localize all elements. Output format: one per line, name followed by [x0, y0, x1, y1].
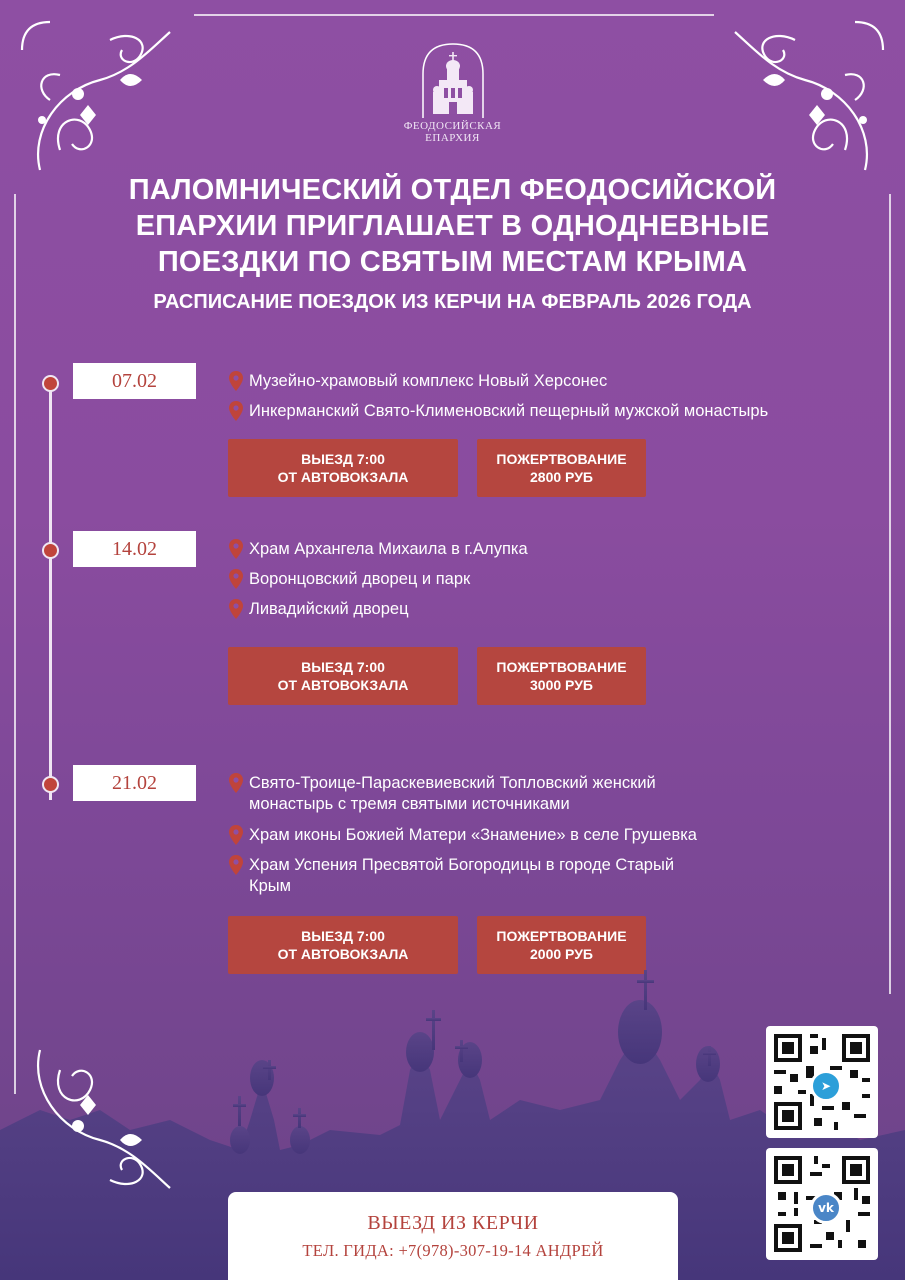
vk-icon: vk — [810, 1192, 842, 1224]
trip-date: 14.02 — [73, 531, 196, 567]
title-line-3: ПОЕЗДКИ ПО СВЯТЫМ МЕСТАМ КРЫМА — [157, 246, 748, 278]
donation-amount: 3000 РУБ — [530, 677, 593, 693]
title-line-2: ЕПАРХИИ ПРИГЛАШАЕТ В ОДНОДНЕВНЫЕ — [135, 210, 770, 242]
place-item — [229, 825, 849, 846]
donation-amount: 2800 РУБ — [530, 469, 593, 485]
location-pin-icon — [229, 371, 243, 391]
departure-place: ОТ АВТОВОКЗАЛА — [277, 469, 409, 485]
page-title — [60, 172, 845, 280]
trip-date: 21.02 — [73, 765, 196, 801]
departure-badge — [228, 439, 458, 497]
place-item — [229, 599, 849, 620]
page-subtitle: РАСПИСАНИЕ ПОЕЗДОК ИЗ КЕРЧИ НА ФЕВРАЛЬ 2026 ГОДА — [153, 291, 752, 313]
eparchy-logo — [400, 40, 505, 150]
logo-text-line1: ФЕОДОСИЙСКАЯ — [403, 120, 502, 132]
footer-title: ВЫЕЗД ИЗ КЕРЧИ — [367, 1212, 539, 1234]
place-item — [229, 401, 849, 422]
place-label: Воронцовский дворец и парк — [249, 570, 471, 588]
donation-badge — [477, 439, 646, 497]
place-label: Музейно-храмовый комплекс Новый Херсонес — [249, 372, 608, 390]
donation-label: ПОЖЕРТВОВАНИЕ — [496, 928, 627, 944]
ornament-corner-top-left — [20, 20, 180, 190]
footer-card — [228, 1192, 678, 1280]
location-pin-icon — [229, 569, 243, 589]
place-item — [229, 539, 849, 560]
place-item — [229, 569, 849, 590]
qr-code-telegram[interactable] — [766, 1026, 878, 1138]
departure-time: ВЫЕЗД 7:00 — [301, 659, 385, 675]
ornament-corner-top-right — [725, 20, 885, 190]
timeline-dot — [42, 375, 59, 392]
logo-text-line2: ЕПАРХИЯ — [425, 132, 480, 144]
donation-amount: 2000 РУБ — [530, 946, 593, 962]
departure-time: ВЫЕЗД 7:00 — [301, 451, 385, 467]
qr-code-vk[interactable] — [766, 1148, 878, 1260]
location-pin-icon — [229, 401, 243, 421]
location-pin-icon — [229, 773, 243, 793]
place-item — [229, 371, 849, 392]
timeline-dot — [42, 776, 59, 793]
place-label: Свято-Троице-Параскевиевский Топловский женский монастырь с тремя святыми источниками — [249, 774, 656, 813]
departure-place: ОТ АВТОВОКЗАЛА — [277, 677, 409, 693]
telegram-icon: ➤ — [810, 1070, 842, 1102]
place-label: Ливадийский дворец — [249, 600, 409, 618]
ornament-corner-bottom-left — [20, 1030, 180, 1200]
donation-label: ПОЖЕРТВОВАНИЕ — [496, 451, 627, 467]
cathedral-icon — [417, 40, 489, 120]
location-pin-icon — [229, 855, 243, 875]
title-line-1: ПАЛОМНИЧЕСКИЙ ОТДЕЛ ФЕОДОСИЙСКОЙ — [128, 174, 777, 206]
place-label: Инкерманский Свято-Клименовский пещерный мужской монастырь — [249, 402, 769, 420]
departure-time: ВЫЕЗД 7:00 — [301, 928, 385, 944]
guide-phone[interactable]: ТЕЛ. ГИДА: +7(978)-307-19-14 АНДРЕЙ — [302, 1241, 604, 1260]
location-pin-icon — [229, 599, 243, 619]
donation-badge — [477, 647, 646, 705]
location-pin-icon — [229, 539, 243, 559]
timeline-line — [49, 380, 52, 800]
place-label: Храм Успения Пресвятой Богородицы в городе Старый Крым — [249, 856, 675, 895]
trip-date: 07.02 — [73, 363, 196, 399]
departure-place: ОТ АВТОВОКЗАЛА — [277, 946, 409, 962]
timeline-dot — [42, 542, 59, 559]
place-label: Храм иконы Божией Матери «Знамение» в селе Грушевка — [249, 826, 697, 844]
donation-label: ПОЖЕРТВОВАНИЕ — [496, 659, 627, 675]
place-label: Храм Архангела Михаила в г.Алупка — [249, 540, 528, 558]
place-item — [229, 855, 849, 897]
departure-badge — [228, 647, 458, 705]
location-pin-icon — [229, 825, 243, 845]
place-item — [229, 773, 849, 815]
